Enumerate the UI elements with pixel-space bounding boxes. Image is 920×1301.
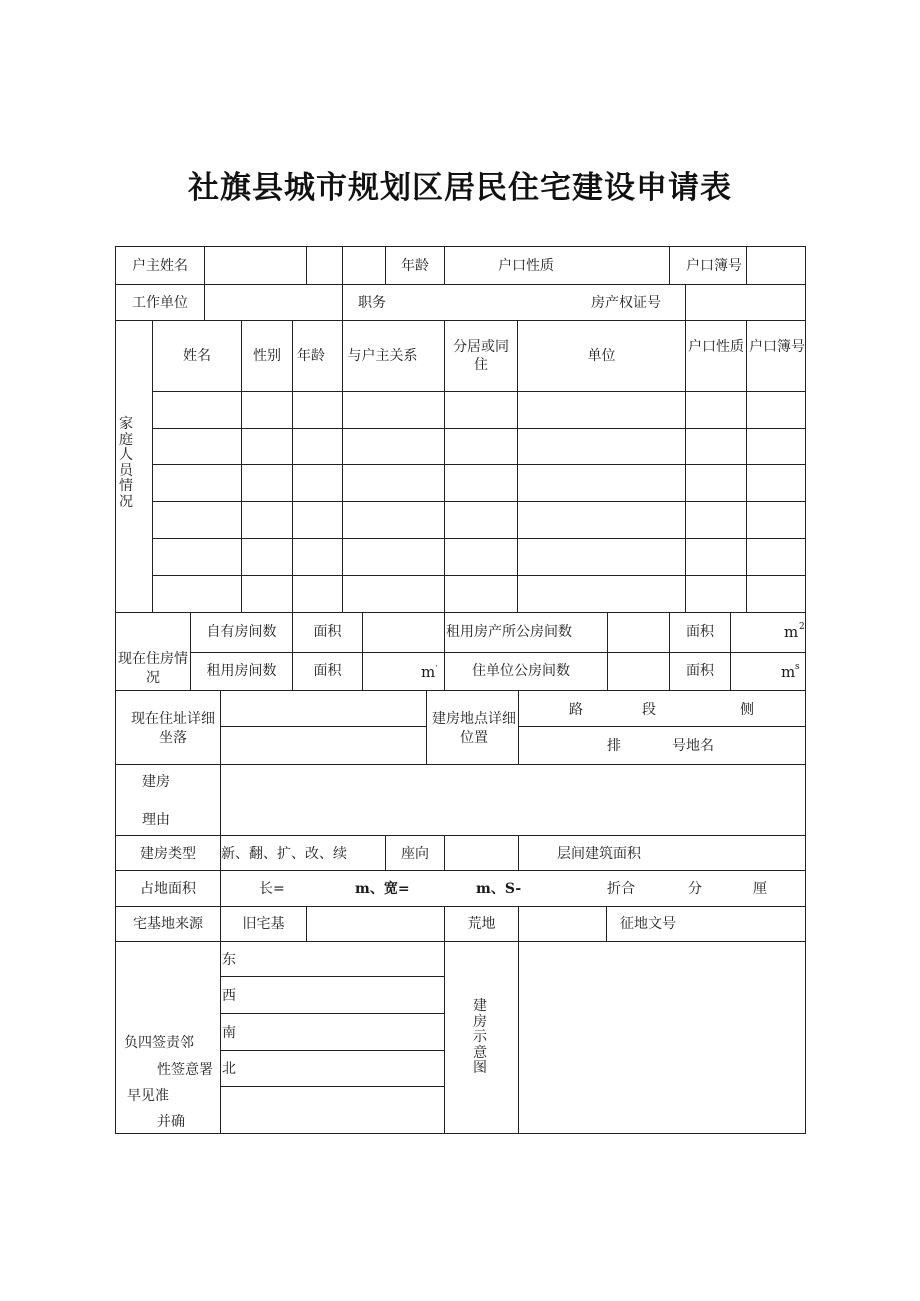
segment-text: 段 xyxy=(642,702,656,718)
rent-area-label: 面积 xyxy=(686,624,714,640)
table-line xyxy=(204,284,205,320)
floor-area-label: 层间建筑面积 xyxy=(557,846,641,862)
table-line xyxy=(190,652,806,653)
age-label: 年龄 xyxy=(401,258,429,274)
table-line xyxy=(220,726,426,727)
table-line xyxy=(152,428,806,429)
table-line xyxy=(518,726,806,727)
family-col-age: 年龄 xyxy=(297,348,325,364)
row-text: 排 xyxy=(607,738,621,754)
table-line xyxy=(220,1086,444,1087)
direction-west: 西 xyxy=(222,988,236,1004)
table-line xyxy=(607,612,608,690)
table-line xyxy=(730,612,731,690)
unit-m2-text: m xyxy=(784,623,799,641)
table-line xyxy=(115,320,806,321)
rented-area-label: 面积 xyxy=(313,663,342,679)
own-area-label: 面积 xyxy=(313,624,342,640)
table-line xyxy=(152,391,806,392)
neighbor-label-line4: 并确 xyxy=(157,1114,185,1130)
rented-rooms-label: 租用房间数 xyxy=(206,663,277,679)
table-line xyxy=(115,764,806,765)
hukou-type-label: 户口性质 xyxy=(498,258,554,274)
family-col-residence: 分居或同住 xyxy=(453,339,509,373)
table-line xyxy=(342,284,343,320)
land-source-label: 宅基地来源 xyxy=(133,916,203,932)
table-line xyxy=(152,538,806,539)
unit-rooms-label: 住单位公房间数 xyxy=(472,663,570,679)
table-line xyxy=(518,941,519,1133)
reason-label-bottom: 理由 xyxy=(142,812,170,828)
neighbor-label-line3: 早见准 xyxy=(127,1088,169,1104)
family-col-name: 姓名 xyxy=(183,348,211,364)
position-label: 职务 xyxy=(358,295,386,311)
m-width-text: m、宽= xyxy=(355,881,410,897)
build-type-options: 新、翻、扩、改、续 xyxy=(221,846,347,862)
table-line xyxy=(220,1050,444,1051)
fen-text: 分 xyxy=(688,881,702,897)
build-type-label: 建房类型 xyxy=(140,846,196,862)
table-line xyxy=(805,246,806,1134)
family-col-unit: 单位 xyxy=(587,348,616,364)
direction-south: 南 xyxy=(222,1025,236,1041)
table-line xyxy=(152,464,806,465)
family-col-hukou-book: 户口簿号 xyxy=(749,339,805,355)
convert-text: 折合 xyxy=(607,881,635,897)
table-line xyxy=(685,284,686,320)
place-name-text: 号地名 xyxy=(672,738,714,754)
table-line xyxy=(220,690,221,764)
table-line xyxy=(444,835,445,870)
table-line xyxy=(444,941,445,1133)
own-rooms-label: 自有房间数 xyxy=(206,624,277,640)
unit-ms-text: m xyxy=(781,663,796,681)
table-line xyxy=(746,320,747,612)
hukou-book-label: 户口簿号 xyxy=(686,258,742,274)
orientation-label: 座向 xyxy=(401,846,429,862)
table-line xyxy=(685,320,686,612)
page-title: 社旗县城市规划区居民住宅建设申请表 xyxy=(188,170,732,206)
table-line xyxy=(362,612,363,690)
unit-area-label: 面积 xyxy=(686,663,714,679)
sketch-label: 建房示意图 xyxy=(473,998,487,1076)
table-line xyxy=(115,941,806,942)
table-line xyxy=(426,690,427,764)
unit-m-superscript: · xyxy=(435,662,438,672)
direction-north: 北 xyxy=(222,1061,236,1077)
wasteland-label: 荒地 xyxy=(467,916,496,932)
table-line xyxy=(115,870,806,871)
table-line xyxy=(115,835,806,836)
reason-label-top: 建房 xyxy=(142,774,170,790)
table-line xyxy=(152,575,806,576)
table-line xyxy=(115,284,806,285)
table-line xyxy=(115,246,806,247)
unit-m-text: m xyxy=(421,663,436,681)
table-line xyxy=(444,612,445,690)
table-line xyxy=(152,501,806,502)
table-line xyxy=(518,906,519,941)
family-col-gender: 性别 xyxy=(253,348,281,364)
table-line xyxy=(204,246,205,284)
table-line xyxy=(518,835,519,870)
table-line xyxy=(220,764,221,835)
family-section-label: 家庭人员情况 xyxy=(119,416,133,510)
family-col-relation: 与户主关系 xyxy=(347,348,418,364)
property-cert-label: 房产权证号 xyxy=(591,295,661,311)
table-line xyxy=(115,1133,806,1134)
table-line xyxy=(306,906,307,941)
site-location-label: 建房地点详细位置 xyxy=(432,711,516,746)
table-line xyxy=(220,1013,444,1014)
road-text: 路 xyxy=(569,702,583,718)
requisition-no-label: 征地文号 xyxy=(620,916,676,932)
rent-rooms-label: 租用房产所公房间数 xyxy=(446,624,572,640)
direction-east: 东 xyxy=(222,952,236,968)
table-line xyxy=(606,906,607,941)
neighbor-label-line2: 性签意署 xyxy=(157,1062,213,1078)
table-line xyxy=(115,690,806,691)
table-line xyxy=(342,246,343,284)
work-unit-label: 工作单位 xyxy=(132,295,188,311)
unit-m2-superscript: 2 xyxy=(799,622,805,632)
table-line xyxy=(115,246,116,1134)
table-line xyxy=(306,246,307,284)
m-s-text: m、S- xyxy=(476,881,522,897)
housing-section-label: 现在住房情况 xyxy=(118,651,188,686)
table-line xyxy=(220,976,444,977)
owner-name-label: 户主姓名 xyxy=(132,258,188,274)
table-line xyxy=(115,612,806,613)
table-line xyxy=(220,941,221,1133)
land-area-label: 占地面积 xyxy=(140,881,196,897)
table-line xyxy=(444,320,445,612)
li-text: 厘 xyxy=(753,881,767,897)
table-line xyxy=(220,870,221,906)
length-text: 长= xyxy=(259,881,285,897)
neighbor-label-line1: 负四签责邻 xyxy=(124,1035,194,1051)
unit-ms-superscript: s xyxy=(795,662,800,672)
family-col-hukou-type: 户口性质 xyxy=(688,339,744,355)
old-base-label: 旧宅基 xyxy=(242,916,285,932)
side-text: 侧 xyxy=(740,702,754,718)
table-line xyxy=(115,906,806,907)
current-address-label: 现在住址详细坐落 xyxy=(131,711,215,746)
